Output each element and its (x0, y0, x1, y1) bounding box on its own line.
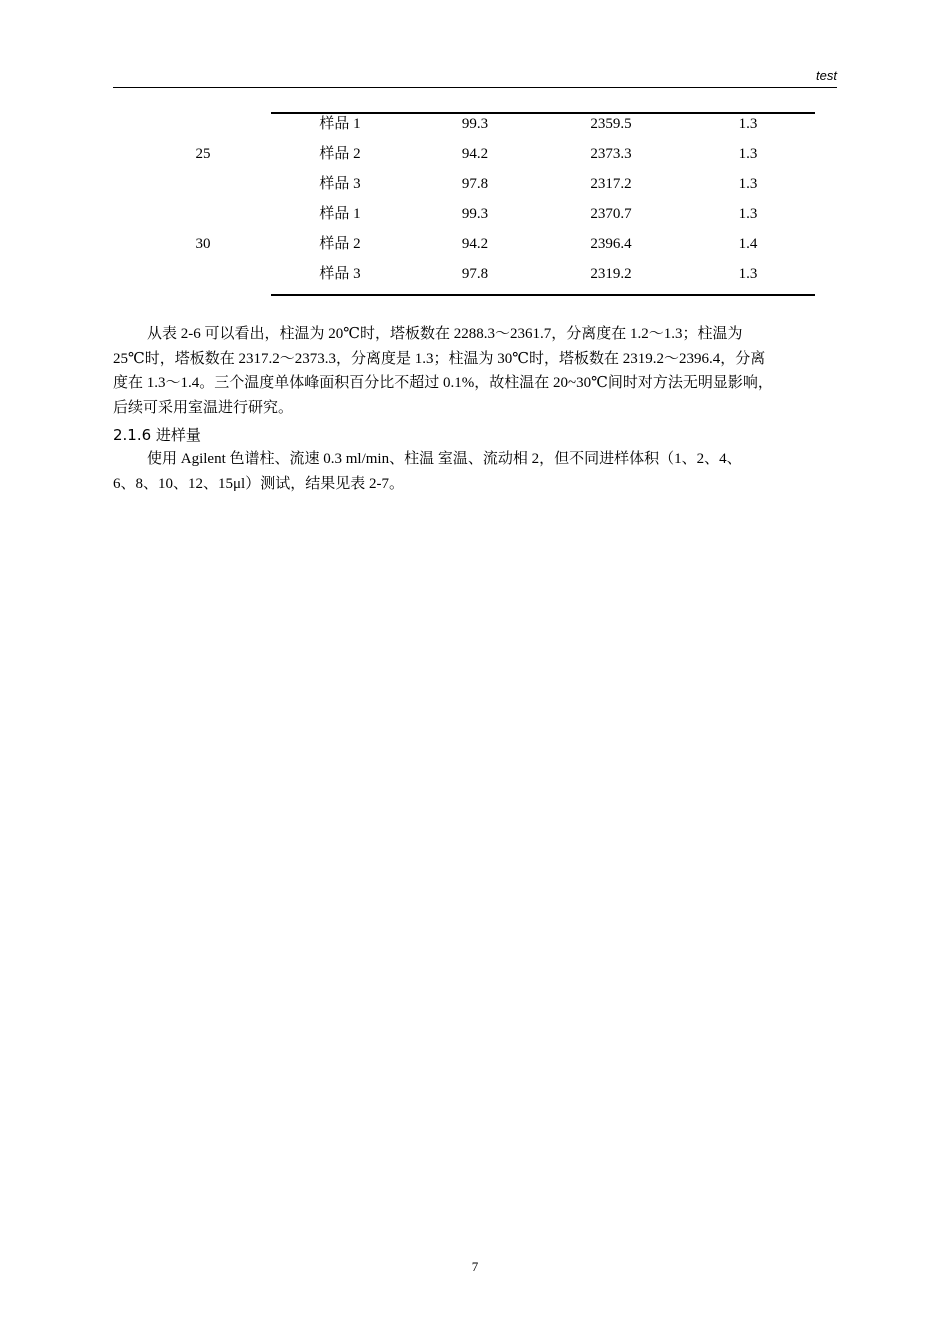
paragraph-line: 后续可采用室温进行研究。 (113, 399, 294, 416)
temperature-cell: 25 (195, 146, 211, 162)
resolution-cell: 1.3 (738, 206, 758, 222)
body-paragraph (113, 447, 837, 496)
page-number: 7 (471, 1259, 479, 1274)
sample-cell: 样品 3 (319, 176, 361, 192)
plates-cell: 2319.2 (590, 266, 632, 282)
resolution-cell: 1.3 (738, 266, 758, 282)
body-paragraph (113, 322, 837, 420)
paragraph-line: 6、8、10、12、15μl）测试，结果见表 2-7。 (113, 475, 404, 492)
plates-cell: 2359.5 (590, 116, 632, 132)
resolution-cell: 1.4 (738, 236, 758, 252)
resolution-cell: 1.3 (738, 176, 758, 192)
sample-cell: 样品 1 (319, 116, 361, 132)
header-rule (113, 87, 837, 88)
paragraph-line: 使用 Agilent 色谱柱、流速 0.3 ml/min、柱温 室温、流动相 2，但不同进样体积（1、2、4、 (147, 451, 742, 467)
sample-cell: 样品 2 (319, 236, 361, 252)
paragraph-line: 25℃时，塔板数在 2317.2～2373.3，分离度是 1.3；柱温为 30℃时，塔板数在 2319.2～2396.4，分离 (113, 350, 766, 367)
sample-cell: 样品 1 (319, 206, 361, 222)
area-cell: 99.3 (461, 116, 489, 132)
plates-cell: 2370.7 (590, 206, 632, 222)
plates-cell: 2317.2 (590, 176, 632, 192)
resolution-cell: 1.3 (738, 146, 758, 162)
plates-cell: 2373.3 (590, 146, 632, 162)
paragraph-line: 从表 2-6 可以看出，柱温为 20℃时，塔板数在 2288.3～2361.7，分离度在 1.2～1.3；柱温为 (147, 326, 743, 342)
area-cell: 97.8 (461, 176, 489, 192)
resolution-cell: 1.3 (738, 116, 758, 132)
temperature-cell: 30 (195, 236, 211, 252)
running-header: test (816, 68, 837, 83)
paragraph-line: 度在 1.3～1.4。三个温度单体峰面积百分比不超过 0.1%，故柱温在 20~30℃间时对方法无明显影响， (113, 375, 773, 391)
area-cell: 94.2 (461, 146, 489, 162)
area-cell: 99.3 (461, 206, 489, 222)
area-cell: 94.2 (461, 236, 489, 252)
sample-cell: 样品 2 (319, 146, 361, 162)
sample-cell: 样品 3 (319, 266, 361, 282)
section-heading: 2.1.6 进样量 (113, 426, 201, 444)
plates-cell: 2396.4 (590, 236, 632, 252)
area-cell: 97.8 (461, 266, 489, 282)
table-bottom-rule (271, 294, 815, 296)
